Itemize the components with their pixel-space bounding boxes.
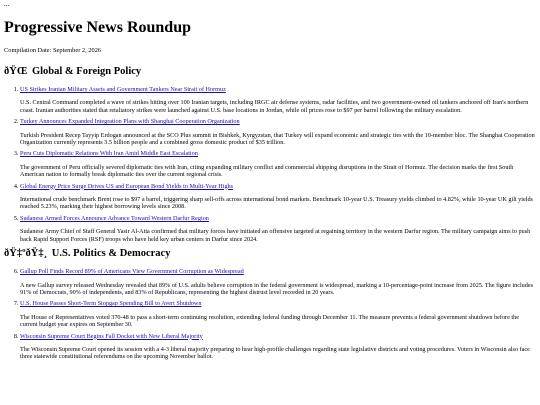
truncation-ellipsis: ...	[4, 0, 10, 8]
list-item	[20, 118, 536, 146]
list-item	[20, 150, 536, 178]
news-list-global	[4, 86, 536, 243]
page-title: Progressive News Roundup	[4, 19, 191, 36]
list-item	[20, 86, 536, 114]
headline-link[interactable]: Peru Cuts Diplomatic Relations With Iran Amid Middle East Escalation	[20, 150, 198, 158]
section-title: U.S. Politics & Democracy	[51, 248, 171, 260]
item-summary: Turkish President Recep Tayyip Erdogan announced at the SCO Plus summit in Bishkek, Kyrgyzstan, that Turkey will expand economic and strategic ties with the 10-member bloc. The Shanghai Cooperation Organization currently represents 3.5 billion people and a combined gross domestic product of $35 trillion.	[20, 131, 535, 147]
headline-link[interactable]: US Strikes Iranian Military Assets and Government Tankers Near Strait of Hormuz	[20, 86, 226, 93]
headline-link[interactable]: Gallup Poll Finds Record 89% of Americans View Government Corruption as Widespread	[20, 268, 244, 276]
list-item	[20, 215, 536, 243]
item-summary: U.S. Central Command completed a wave of strikes hitting over 100 Iranian targets, including IRGC air defense systems, radar facilities, and two government-owned oil tankers anchored off Iran's northern coast. Iranian authorities stated that retaliatory strikes were launched against U.S. base locations in Jordan, while oil prices rose to $97 per barrel following the military escalation.	[20, 99, 529, 114]
headline-link[interactable]: U.S. House Passes Short-Term Stopgap Spending Bill to Avert Shutdown	[20, 300, 202, 308]
headline-link[interactable]: Sudanese Armed Forces Announce Advance Toward Western Darfur Region	[20, 214, 209, 222]
list-item	[20, 268, 536, 296]
item-summary: A new Gallup survey released Wednesday revealed that 89% of U.S. adults believe corruption in the federal government is widespread, marking a 10-percentage-point increase from 2025. The figure includes 91% of Democrats, 90% of independents, and 83% of Republicans, representing the highest distrust level recorded in 20 years.	[20, 281, 534, 296]
globe-icon: ðŸŒ	[4, 66, 28, 77]
news-list-us-politics	[4, 268, 536, 361]
item-summary: International crude benchmark Brent rose to $97 a barrel, triggering sharp sell-offs across international bond markets. Benchmark 10-year U.S. Treasury yields climbed to 4.82%, while 10-year UK gilt yields reached 5.23%, marking their highest borrowing levels since 2008.	[20, 196, 533, 211]
compilation-date: Compilation Date: September 2, 2026	[4, 47, 102, 54]
item-summary: The House of Representatives voted 370-48 to pass a short-term continuing resolution, extending federal funding through December 11. The measure prevents a federal government shutdown before the current budget year expires on September 30.	[20, 313, 519, 329]
headline-link[interactable]: Global Energy Price Surge Drives US and European Bond Yields to Multi-Year Highs	[20, 182, 234, 190]
headline-link[interactable]: Turkey Announces Expanded Integration Plans with Shanghai Cooperation Organization	[20, 118, 240, 126]
list-item	[20, 183, 536, 211]
list-item	[20, 333, 536, 361]
item-summary: Sudanese Army Chief of Staff General Yasir Al-Atta confirmed that military forces have initiated an offensive targeted at regaining territory in the western Darfur region. The military campaign aims to push back Rapid Support Forces (RSF) troops who have held key urban centers in Darfur since 2024.	[20, 228, 531, 243]
item-summary: The government of Peru officially severed diplomatic ties with Iran, citing expanding military conflict and commercial shipping disruptions in the Strait of Hormuz. The decision marks the first South American nation to formally break diplomatic ties over the current regional crisis.	[20, 163, 514, 179]
section-title: Global & Foreign Policy	[31, 66, 142, 77]
item-summary: The Wisconsin Supreme Court opened its session with a 4-3 liberal majority preparing to hear high-profile challenges regarding state legislative districts and voting procedures. Voters in Wisconsin also face three statewide constitutional referendums on the upcoming November ballot.	[20, 345, 530, 361]
list-item	[20, 300, 536, 328]
us-flag-icon: ðŸ‡ºðŸ‡¸	[4, 248, 48, 260]
section-heading-us-politics	[4, 247, 536, 260]
section-heading-global	[4, 65, 536, 78]
headline-link[interactable]: Wisconsin Supreme Court Begins Fall Docket with New Liberal Majority	[20, 332, 203, 340]
